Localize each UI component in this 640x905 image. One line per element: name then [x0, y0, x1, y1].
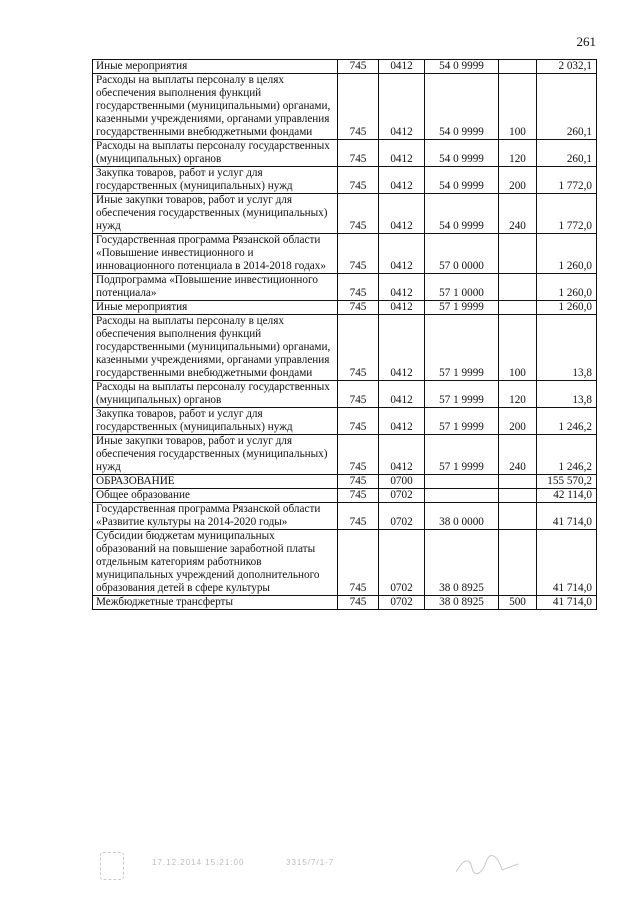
- ministry-code: 745: [338, 74, 379, 140]
- table-row: [93, 315, 597, 381]
- table-row: [93, 489, 597, 503]
- amount-value: 42 114,0: [537, 489, 597, 503]
- amount-value: 1 260,0: [537, 274, 597, 301]
- amount-value: 260,1: [537, 74, 597, 140]
- stamp-date: 17.12.2014 15:21:00: [152, 858, 245, 867]
- section-code: 0412: [379, 234, 425, 274]
- expense-code: [499, 301, 537, 315]
- ministry-code: 745: [338, 530, 379, 596]
- section-code: 0700: [379, 475, 425, 489]
- ministry-code: 745: [338, 301, 379, 315]
- target-code: 57 1 0000: [425, 274, 499, 301]
- ministry-code: 745: [338, 194, 379, 234]
- row-name: Межбюджетные трансферты: [93, 596, 338, 610]
- table-row: [93, 503, 597, 530]
- row-name: Иные закупки товаров, работ и услуг для обеспечения государственных (муниципальных) нужд: [93, 435, 338, 475]
- expense-code: [499, 530, 537, 596]
- ministry-code: 745: [338, 60, 379, 74]
- table-row: [93, 274, 597, 301]
- row-name: Государственная программа Рязанской области «Повышение инвестиционного и инновационного потенциала в 2014-2018 годах»: [93, 234, 338, 274]
- target-code: 54 0 9999: [425, 194, 499, 234]
- expense-code: 500: [499, 596, 537, 610]
- section-code: 0702: [379, 503, 425, 530]
- table-row: [93, 435, 597, 475]
- ministry-code: 745: [338, 408, 379, 435]
- ministry-code: 745: [338, 596, 379, 610]
- target-code: [425, 489, 499, 503]
- amount-value: 1 246,2: [537, 408, 597, 435]
- target-code: 57 1 9999: [425, 381, 499, 408]
- target-code: 57 1 9999: [425, 301, 499, 315]
- ministry-code: 745: [338, 274, 379, 301]
- ministry-code: 745: [338, 234, 379, 274]
- section-code: 0412: [379, 194, 425, 234]
- expense-code: 240: [499, 435, 537, 475]
- amount-value: 41 714,0: [537, 530, 597, 596]
- amount-value: 2 032,1: [537, 60, 597, 74]
- table-row: [93, 234, 597, 274]
- expense-code: [499, 60, 537, 74]
- row-name: Субсидии бюджетам муниципальных образований на повышение заработной платы отдельным категориям работников муниципальных учреждений дополнительного образования детей в сфере культуры: [93, 530, 338, 596]
- row-name: Общее образование: [93, 489, 338, 503]
- ministry-code: 745: [338, 381, 379, 408]
- expense-code: [499, 503, 537, 530]
- expense-code: 200: [499, 167, 537, 194]
- section-code: 0412: [379, 435, 425, 475]
- target-code: 38 0 8925: [425, 530, 499, 596]
- section-code: 0412: [379, 381, 425, 408]
- amount-value: 1 772,0: [537, 194, 597, 234]
- amount-value: 1 260,0: [537, 234, 597, 274]
- table-row: [93, 74, 597, 140]
- table-row: [93, 596, 597, 610]
- target-code: 38 0 0000: [425, 503, 499, 530]
- signature-icon: [452, 852, 522, 878]
- target-code: 57 1 9999: [425, 408, 499, 435]
- expense-code: 120: [499, 381, 537, 408]
- expense-code: 240: [499, 194, 537, 234]
- expense-code: 120: [499, 140, 537, 167]
- amount-value: 41 714,0: [537, 596, 597, 610]
- ministry-code: 745: [338, 435, 379, 475]
- ministry-code: 745: [338, 503, 379, 530]
- amount-value: 1 772,0: [537, 167, 597, 194]
- section-code: 0702: [379, 530, 425, 596]
- page-number: 261: [576, 34, 596, 49]
- ministry-code: 745: [338, 140, 379, 167]
- target-code: [425, 475, 499, 489]
- budget-table: [92, 59, 597, 610]
- expense-code: 100: [499, 74, 537, 140]
- section-code: 0412: [379, 60, 425, 74]
- section-code: 0412: [379, 408, 425, 435]
- row-name: Расходы на выплаты персоналу в целях обеспечения выполнения функций государственными (муниципальными) органами, казенными учреждениями, органами управления государственными внебюджетными фондами: [93, 74, 338, 140]
- target-code: 57 0 0000: [425, 234, 499, 274]
- row-name: Государственная программа Рязанской области «Развитие культуры на 2014-2020 годы»: [93, 503, 338, 530]
- expense-code: [499, 274, 537, 301]
- expense-code: 100: [499, 315, 537, 381]
- row-name: Расходы на выплаты персоналу государственных (муниципальных) органов: [93, 140, 338, 167]
- amount-value: 1 260,0: [537, 301, 597, 315]
- expense-code: [499, 234, 537, 274]
- row-name: Расходы на выплаты персоналу в целях обеспечения выполнения функций государственными (муниципальными) органами, казенными учреждениями, органами управления государственными внебюджетными фондами: [93, 315, 338, 381]
- stamp-icon: [100, 852, 124, 880]
- table-row: [93, 167, 597, 194]
- ministry-code: 745: [338, 475, 379, 489]
- row-name: Закупка товаров, работ и услуг для государственных (муниципальных) нужд: [93, 167, 338, 194]
- row-name: Подпрограмма «Повышение инвестиционного потенциала»: [93, 274, 338, 301]
- target-code: 54 0 9999: [425, 167, 499, 194]
- expense-code: [499, 489, 537, 503]
- section-code: 0412: [379, 140, 425, 167]
- section-code: 0412: [379, 274, 425, 301]
- row-name: Иные мероприятия: [93, 301, 338, 315]
- table-row: [93, 530, 597, 596]
- row-name: Иные мероприятия: [93, 60, 338, 74]
- target-code: 38 0 8925: [425, 596, 499, 610]
- section-code: 0702: [379, 489, 425, 503]
- amount-value: 13,8: [537, 315, 597, 381]
- row-name: ОБРАЗОВАНИЕ: [93, 475, 338, 489]
- table-row: [93, 381, 597, 408]
- ministry-code: 745: [338, 167, 379, 194]
- section-code: 0702: [379, 596, 425, 610]
- target-code: 57 1 9999: [425, 315, 499, 381]
- ministry-code: 745: [338, 315, 379, 381]
- document-footer: [100, 852, 580, 882]
- section-code: 0412: [379, 301, 425, 315]
- ministry-code: 745: [338, 489, 379, 503]
- expense-code: 200: [499, 408, 537, 435]
- stamp-id: 3315/7/1-7: [286, 858, 335, 867]
- row-name: Расходы на выплаты персоналу государственных (муниципальных) органов: [93, 381, 338, 408]
- amount-value: 41 714,0: [537, 503, 597, 530]
- table-row: [93, 194, 597, 234]
- section-code: 0412: [379, 167, 425, 194]
- target-code: 57 1 9999: [425, 435, 499, 475]
- target-code: 54 0 9999: [425, 74, 499, 140]
- section-code: 0412: [379, 74, 425, 140]
- amount-value: 155 570,2: [537, 475, 597, 489]
- table-row: [93, 301, 597, 315]
- row-name: Иные закупки товаров, работ и услуг для обеспечения государственных (муниципальных) нужд: [93, 194, 338, 234]
- section-code: 0412: [379, 315, 425, 381]
- table-row: [93, 475, 597, 489]
- target-code: 54 0 9999: [425, 60, 499, 74]
- amount-value: 1 246,2: [537, 435, 597, 475]
- table-row: [93, 140, 597, 167]
- row-name: Закупка товаров, работ и услуг для государственных (муниципальных) нужд: [93, 408, 338, 435]
- target-code: 54 0 9999: [425, 140, 499, 167]
- expense-code: [499, 475, 537, 489]
- amount-value: 13,8: [537, 381, 597, 408]
- table-row: [93, 408, 597, 435]
- table-row: [93, 60, 597, 74]
- amount-value: 260,1: [537, 140, 597, 167]
